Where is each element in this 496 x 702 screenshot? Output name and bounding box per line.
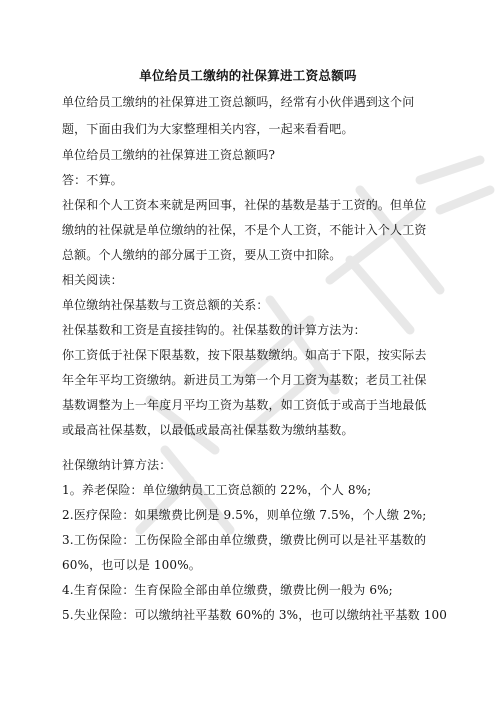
paragraph-line: 缴纳的社保就是单位缴纳的社保，不是个人工资，不能计入个人工资 — [62, 223, 427, 237]
paragraph-line: 相关阅读： — [62, 273, 123, 287]
paragraph-line: 3.工伤保险：工伤保险全部由单位缴费，缴费比例可以是社平基数的 — [62, 533, 427, 547]
paragraph-line: 或最高社保基数，以最低或最高社保基数为缴纳基数。 — [62, 423, 354, 437]
paragraph-line: 基数调整为上一年度月平均工资为基数，如工资低于或高于当地最低 — [62, 398, 427, 412]
paragraph-line: 你工资低于社保下限基数，按下限基数缴纳。如高于下限，按实际去 — [62, 348, 427, 362]
paragraph-line: 社保和个人工资本来就是两回事，社保的基数是基于工资的。但单位 — [62, 198, 427, 212]
paragraph-line: 单位缴纳社保基数与工资总额的关系： — [62, 298, 269, 312]
paragraph-line: 60%，也可以是 100%。 — [62, 558, 201, 572]
paragraph-line: 答：不算。 — [62, 173, 123, 187]
document-title: 单位给员工缴纳的社保算进工资总额吗 — [139, 68, 357, 83]
paragraph-line: 4.生育保险：生育保险全部由单位缴费，缴费比例一般为 6%; — [62, 583, 393, 597]
paragraph-line: 题，下面由我们为大家整理相关内容，一起来看看吧。 — [62, 122, 354, 136]
paragraph-line: 总额。个人缴纳的部分属于工资，要从工资中扣除。 — [62, 248, 342, 262]
paragraph-line: 5.失业保险：可以缴纳社平基数 60%的 3%，也可以缴纳社平基数 100 — [62, 608, 448, 622]
paragraph-line: 社保基数和工资是直接挂钩的。社保基数的计算方法为： — [62, 323, 366, 337]
paragraph-line: 单位给员工缴纳的社保算进工资总额吗? — [62, 148, 276, 162]
paragraph-line: 单位给员工缴纳的社保算进工资总额吗，经常有小伙伴遇到这个问 — [62, 95, 415, 109]
paragraph-line: 社保缴纳计算方法： — [62, 458, 172, 472]
paragraph-line: 2.医疗保险：如果缴费比例是 9.5%，则单位缴 7.5%，个人缴 2%; — [62, 508, 427, 522]
paragraph-line: 1。养老保险：单位缴纳员工工资总额的 22%，个人 8%; — [62, 483, 372, 497]
paragraph-line: 年全年平均工资缴纳。新进员工为第一个月工资为基数；老员工社保 — [62, 373, 427, 387]
